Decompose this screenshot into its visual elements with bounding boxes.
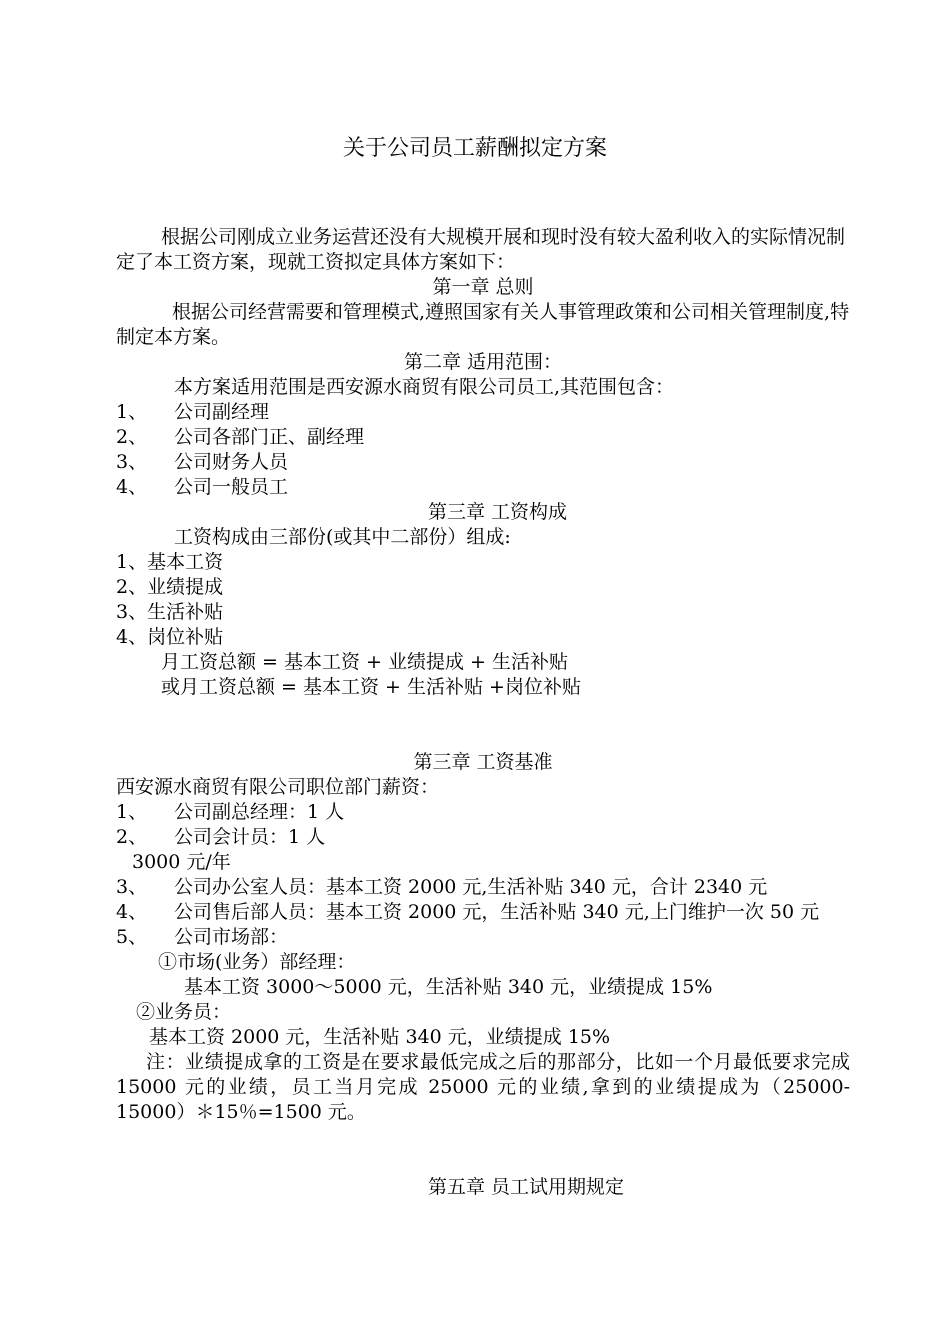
list-text: 公司会计员：1 人 (174, 826, 326, 848)
list-number: 1、 (116, 401, 148, 423)
chapter-1-heading: 第一章 总则 (432, 276, 534, 298)
list-item (116, 825, 850, 850)
list-text: 公司办公室人员：基本工资 2000 元,生活补贴 340 元，合计 2340 元 (174, 876, 768, 898)
list-item: 3、生活补贴 (116, 601, 224, 623)
list-text: 公司一般员工 (174, 476, 289, 498)
salary-formula-alt: 或月工资总额 = 基本工资 + 生活补贴 +岗位补贴 (161, 676, 581, 698)
document-body (116, 225, 850, 1200)
list-item (116, 900, 850, 925)
chapter-5-heading: 第五章 员工试用期规定 (428, 1176, 625, 1198)
list-item (116, 400, 850, 425)
blank-line (116, 700, 850, 725)
list-text: 公司副总经理：1 人 (174, 801, 345, 823)
list-number: 3、 (116, 451, 148, 473)
list-item (116, 800, 850, 825)
chapter-2-paragraph: 本方案适用范围是西安源水商贸有限公司员工,其范围包含： (174, 376, 675, 398)
salary-note: 3000 元/年 (132, 851, 231, 873)
list-number: 5、 (116, 926, 148, 948)
sub-item-text: 基本工资 2000 元，生活补贴 340 元，业绩提成 15% (149, 1026, 611, 1048)
sub-item-label: ①市场(业务）部经理： (158, 951, 356, 973)
list-text: 公司各部门正、副经理 (174, 426, 365, 448)
blank-line (116, 725, 850, 750)
chapter-3-paragraph: 工资构成由三部份(或其中二部份）组成: (174, 526, 511, 548)
list-text: 公司副经理 (174, 401, 270, 423)
list-item: 2、业绩提成 (116, 576, 224, 598)
list-number: 2、 (116, 826, 148, 848)
list-item (116, 425, 850, 450)
list-text: 公司售后部人员：基本工资 2000 元，生活补贴 340 元,上门维护一次 50 元 (174, 901, 820, 923)
document-title: 关于公司员工薪酬拟定方案 (342, 136, 607, 161)
salary-formula: 月工资总额 = 基本工资 + 业绩提成 + 生活补贴 (161, 651, 568, 673)
chapter-3-heading: 第三章 工资构成 (428, 501, 568, 523)
list-item: 1、基本工资 (116, 551, 224, 573)
list-item (116, 450, 850, 475)
blank-line (116, 1125, 850, 1150)
list-number: 3、 (116, 876, 148, 898)
list-text: 公司市场部： (174, 926, 289, 948)
list-item (116, 875, 850, 900)
chapter-4-heading: 第三章 工资基准 (413, 751, 553, 773)
blank-line (116, 1150, 850, 1175)
chapter-1-paragraph: 根据公司经营需要和管理模式,遵照国家有关人事管理政策和公司相关管理制度,特制定本方案。 (116, 301, 850, 348)
note-paragraph: 注：业绩提成拿的工资是在要求最低完成之后的那部分，比如一个月最低要求完成 15000 元的业绩，员工当月完成 25000 元的业绩,拿到的业绩提成为（25000-15000）＊15％=1500 元。 (116, 1051, 850, 1123)
list-number: 2、 (116, 426, 148, 448)
sub-item-text: 基本工资 3000～5000 元，生活补贴 340 元，业绩提成 15% (184, 976, 713, 998)
list-number: 1、 (116, 801, 148, 823)
list-text: 公司财务人员 (174, 451, 289, 473)
intro-paragraph: 根据公司刚成立业务运营还没有大规模开展和现时没有较大盈利收入的实际情况制定了本工资方案，现就工资拟定具体方案如下： (116, 226, 846, 273)
list-item (116, 475, 850, 500)
sub-item-label: ②业务员： (136, 1001, 232, 1023)
chapter-4-paragraph: 西安源水商贸有限公司职位部门薪资： (116, 776, 440, 798)
chapter-2-heading: 第二章 适用范围： (403, 351, 563, 373)
list-number: 4、 (116, 901, 148, 923)
list-item (116, 925, 850, 950)
list-item: 4、岗位补贴 (116, 626, 224, 648)
list-number: 4、 (116, 476, 148, 498)
